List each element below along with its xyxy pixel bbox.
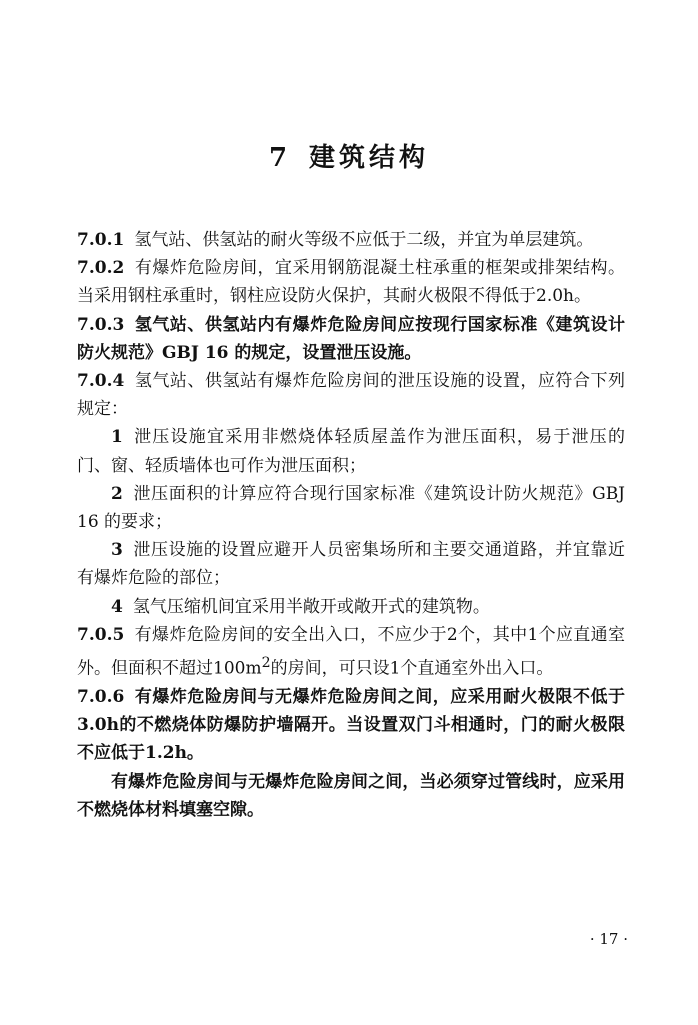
- clause-7-0-4: [77, 367, 625, 423]
- item-number: 4: [111, 596, 123, 617]
- item-number: 2: [111, 483, 123, 504]
- item-text: 泄压设施宜采用非燃烧体轻质屋盖作为泄压面积，易于泄压的门、窗、轻质墙体也可作为泄压面积；: [77, 427, 625, 476]
- clause-7-0-3: [77, 311, 625, 367]
- clause-text: 有爆炸危险房间，宜采用钢筋混凝土柱承重的框架或排架结构。当采用钢柱承重时，钢柱应设防火保护，其耐火极限不得低于2.0h。: [77, 258, 625, 307]
- clause-text: 有爆炸危险房间的安全出入口，不应少于2个，其中1个应直通室外。但面积不超过100m: [77, 624, 625, 679]
- clause-7-0-6: [77, 683, 625, 768]
- clause-text: 氢气站、供氢站的耐火等级不应低于二级，并宜为单层建筑。: [134, 230, 594, 250]
- clause-7-0-6-continuation: 有爆炸危险房间与无爆炸危险房间之间，当必须穿过管线时，应采用不燃烧体材料填塞空隙。: [77, 771, 625, 820]
- clause-text: 氢气站、供氢站内有爆炸危险房间应按现行国家标准《建筑设计防火规范》GBJ 16 的规定，设置泄压设施。: [77, 314, 625, 363]
- clause-7-0-2: [77, 254, 625, 310]
- item-text: 泄压设施的设置应避开人员密集场所和主要交通道路，并宜靠近有爆炸危险的部位；: [77, 540, 625, 589]
- clause-number: 7.0.6: [77, 686, 125, 707]
- clause-number: 7.0.3: [77, 314, 125, 335]
- list-item: [77, 423, 625, 479]
- list-item: [77, 480, 625, 536]
- item-number: 3: [111, 540, 123, 561]
- chapter-number: 7: [268, 143, 292, 173]
- chapter-body: [77, 226, 625, 824]
- list-item: [77, 536, 625, 592]
- clause-text-continued: 的房间，可只设1个直通室外出入口。: [270, 658, 554, 679]
- clause-7-0-5: [77, 621, 625, 683]
- clause-text: 有爆炸危险房间与无爆炸危险房间之间，应采用耐火极限不低于3.0h的不燃烧体防爆防护墙隔开。当设置双门斗相通时，门的耐火极限不应低于1.2h。: [77, 686, 625, 764]
- clause-7-0-1: [77, 226, 625, 254]
- chapter-heading: 建筑结构: [309, 143, 430, 173]
- list-item: [77, 593, 625, 621]
- clause-number: 7.0.1: [77, 230, 125, 250]
- clause-text: 氢气站、供氢站有爆炸危险房间的泄压设施的设置，应符合下列规定：: [77, 371, 625, 420]
- item-text: 氢气压缩机间宜采用半敞开或敞开式的建筑物。: [132, 596, 490, 617]
- clause-number: 7.0.2: [77, 258, 125, 279]
- item-text: 泄压面积的计算应符合现行国家标准《建筑设计防火规范》GBJ 16 的要求；: [77, 483, 625, 533]
- page-number: · 17 ·: [589, 930, 628, 948]
- chapter-title: [0, 142, 698, 174]
- clause-number: 7.0.5: [77, 624, 125, 645]
- superscript: 2: [261, 655, 271, 672]
- clause-number: 7.0.4: [77, 371, 125, 392]
- item-number: 1: [111, 427, 123, 448]
